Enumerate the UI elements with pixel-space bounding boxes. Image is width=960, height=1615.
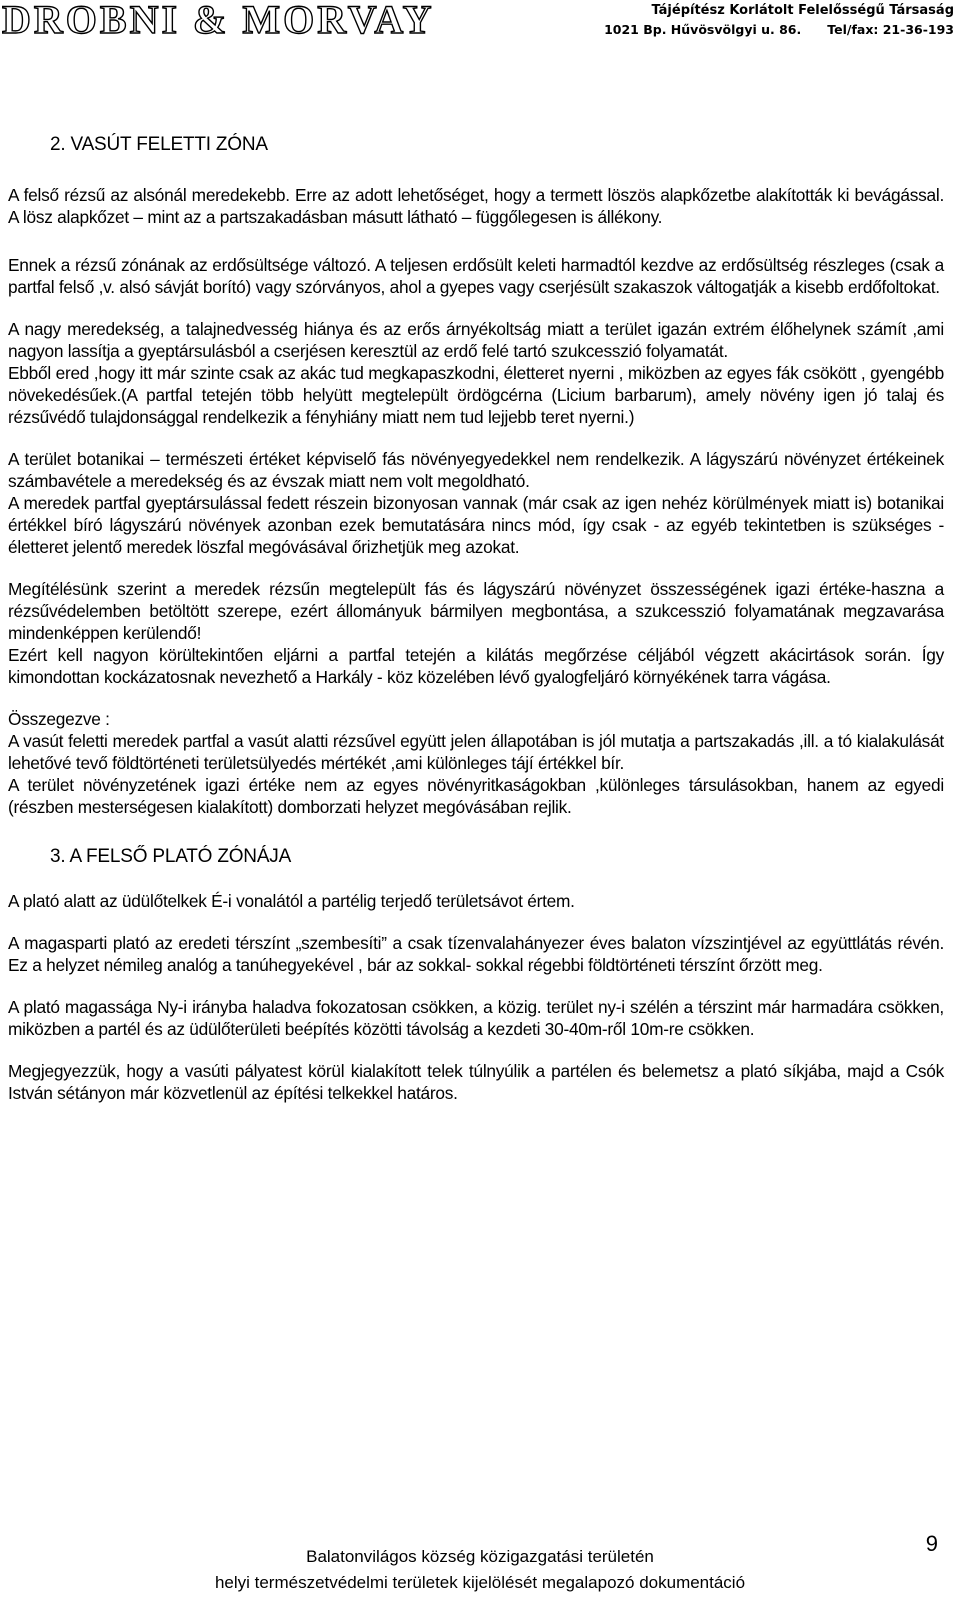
page-number: 9	[925, 1531, 938, 1556]
company-logo: DROBNI & MORVAY	[2, 0, 435, 42]
document-body	[8, 132, 944, 1104]
footer-line-2: helyi természetvédelmi területek kijelölését megalapozó dokumentáció	[214, 1573, 746, 1592]
paragraph-upper-slope: A felső rézsű az alsónál meredekebb. Erre az adott lehetőséget, hogy a termett löszös alapkőzetbe alakították ki bevágással. A lösz alapkőzet – mint az a partszakadásban másutt látható – függőlegesen is állékony.	[8, 185, 944, 227]
paragraph-caution: Ezért kell nagyon körültekintően eljárni a partfal tetején a kilátás megőrzése céljából végzett akácirtások során. Így kimondottan kockázatosnak nevezhető a Harkály - köz közelében lévő gyalogfeljáró környékének tarra vágása.	[8, 645, 944, 687]
paragraph-grassland: A meredek partfal gyeptársulással fedett részein bizonyosan vannak (már csak az igen nehéz körülmények miatt is) botanikai értékkel bíró lágyszárú növények azonban ezek bemutatására nincs mód, így csak - az egyéb tekintetben is szükséges - életteret jelentő meredek löszfal megóvásával őrizhetjük meg azokat.	[8, 493, 944, 557]
paragraph-extreme-habitat: A nagy meredekség, a talajnedvesség hiánya és az erős árnyékoltság miatt a terület igazán extrém élőhelynek számít ,ami nagyon lassítja a gyeptársulásból a cserjésen keresztül az erdő felé tartó szukcesszió folyamatát.	[8, 319, 944, 361]
paragraph-assessment: Megítélésünk szerint a meredek rézsűn megtelepült fás és lágyszárú növényzet összességének igazi értéke-haszna a rézsűvédelemben betöltött szerepe, ezért állományuk bármilyen megbontása, a szukcesszió folyamatának megzavarása mindenképpen kerülendő!	[8, 579, 944, 643]
summary-label: Összegezve :	[8, 709, 110, 729]
paragraph-botanical-value: A terület botanikai – természeti értéket képviselő fás növényegyedekkel nem rendelkezik. A lágyszárú növényzet értékeinek számbavétele a meredekség és az évszak miatt nem volt megoldható.	[8, 449, 944, 491]
paragraph-summary-2: A terület növényzetének igazi értéke nem az egyes növényritkaságokban ,különleges társulásokban, hanem az egyedi (részben mesterségesen kialakított) domborzati helyzet megóvásában rejlik.	[8, 775, 944, 817]
paragraph-plateau-height: A plató magassága Ny-i irányba haladva fokozatosan csökken, a közig. terület ny-i szélén a térszint már harmadára csökken, miközben a partél és az üdülőterületi beépítés közötti távolság a kezdeti 30-40m-ről 10m-re csökken.	[8, 997, 944, 1039]
company-name: Tájépítész Korlátolt Felelősségű Társaság	[651, 3, 954, 18]
company-address: 1021 Bp. Hűvösvölgyi u. 86.	[604, 22, 802, 37]
paragraph-railway: Megjegyezzük, hogy a vasúti pályatest körül kialakított telek túlnyúlik a partélen és belemetsz a plató síkjába, majd a Csók István sétányon már közvetlenül az építési telkekkel határos.	[8, 1061, 944, 1103]
paragraph-forestation: Ennek a rézsű zónának az erdősültsége változó. A teljesen erdősült keleti harmadtól kezdve az erdősültség részleges (csak a partfal felső ,v. alsó sávját borító) vagy szórványos, ahol a gyepes vagy cserjésült szakaszok váltogatják a kisebb erdőfoltokat.	[8, 255, 944, 297]
paragraph-summary-1: A vasút feletti meredek partfal a vasút alatti rézsűvel együtt jelen állapotában is jól mutatja a partszakadás ,ill. a tó kialakulását lehetővé tevő földtörténeti területsülyedés mértékét ,ami különleges tájí értékkel bír.	[8, 731, 944, 773]
section-3-title: 3. A FELSŐ PLATÓ ZÓNÁJA	[50, 846, 292, 867]
paragraph-plateau-def: A plató alatt az üdülőtelkek É-i vonalától a partélig terjedő területsávot értem.	[8, 891, 575, 911]
company-contact	[604, 22, 954, 37]
company-phone: Tel/fax: 21-36-193	[827, 22, 954, 37]
paragraph-acacia: Ebből ered ,hogy itt már szinte csak az akác tud megkapaszkodni, életteret nyerni , miközben az egyes fák csökött , gyengébb növekedésűek.(A partfal tetején több helyütt megtelepült ördögcérna (Licium barbarum), amely növény igen jó talaj és rézsűvédő tulajdonsággal rendelkezik a fényhiány miatt nem tud lejjebb teret nyerni.)	[8, 363, 944, 427]
footer-line-1: Balatonvilágos község közigazgatási területén	[306, 1547, 654, 1566]
paragraph-plateau-terrain: A magasparti plató az eredeti térszínt „szembesíti” a csak tízenvalahányezer éves balaton vízszintjével az együttlátás révén. Ez a helyzet némileg analóg a tanúhegyekével , bár az sokkal- sokkal régebbi földtörténeti térszínt őrzött meg.	[8, 933, 944, 975]
section-2-title: 2. VASÚT FELETTI ZÓNA	[50, 134, 268, 155]
letterhead	[0, 0, 960, 44]
